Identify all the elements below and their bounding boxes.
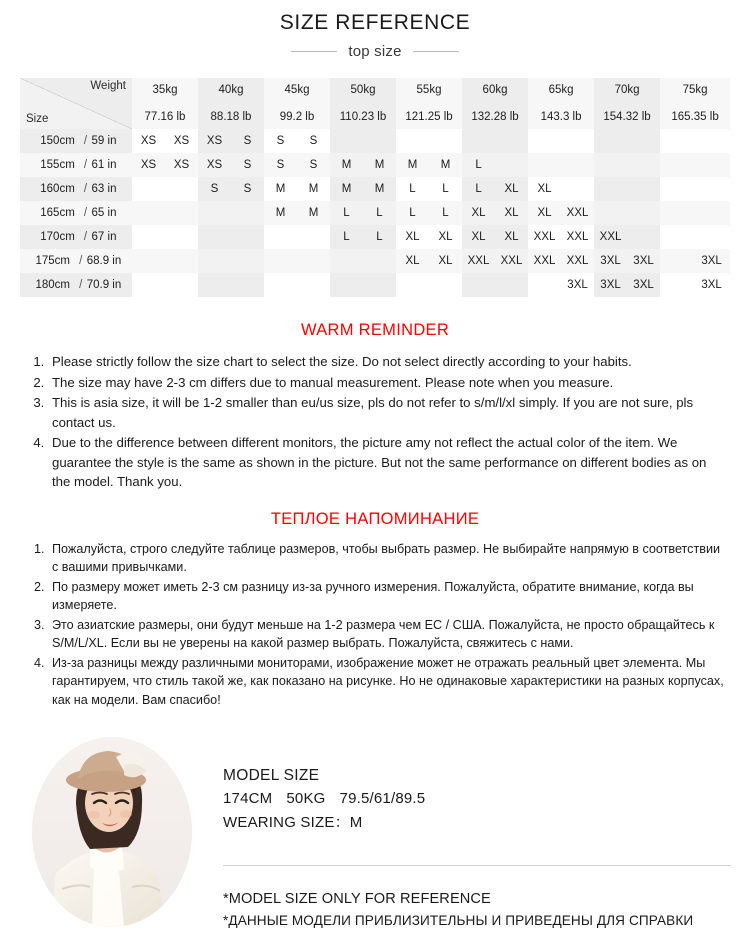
table-header-row xyxy=(20,78,730,129)
size-cell: XXL xyxy=(528,249,561,273)
size-cell xyxy=(396,129,429,153)
divider-left xyxy=(291,51,337,52)
warm-reminder-heading: WARM REMINDER xyxy=(300,321,450,339)
size-cell: XS xyxy=(198,129,231,153)
warm-reminder-ru-list xyxy=(22,540,728,710)
size-cell xyxy=(561,177,594,201)
weight-col-header-4 xyxy=(396,78,462,129)
weight-kg: 40kg xyxy=(218,84,244,96)
size-cell: XS xyxy=(132,153,165,177)
size-cell: S xyxy=(198,177,231,201)
warm-reminder-ru-heading: ТЕПЛОЕ НАПОМИНАНИЕ xyxy=(270,509,480,528)
weight-col-header-3 xyxy=(330,78,396,129)
size-cell: L xyxy=(330,201,363,225)
size-cell xyxy=(132,273,165,297)
size-cell xyxy=(627,225,660,249)
size-cell: M xyxy=(264,177,297,201)
table-row xyxy=(20,177,730,201)
size-cell: XL xyxy=(429,225,462,249)
size-cell-last xyxy=(693,129,730,153)
size-cell xyxy=(132,225,165,249)
size-cell xyxy=(165,249,198,273)
height-separator: / xyxy=(83,231,88,243)
row-height-label xyxy=(20,129,132,153)
size-cell: M xyxy=(297,177,330,201)
title-block xyxy=(0,0,750,60)
weight-lb: 154.32 lb xyxy=(603,111,651,123)
size-cell: 3XL xyxy=(627,273,660,297)
height-cm: 180cm xyxy=(35,279,70,291)
page-title: SIZE REFERENCE xyxy=(279,11,471,34)
height-separator: / xyxy=(79,255,83,267)
model-footnote-en: *MODEL SIZE ONLY FOR REFERENCE xyxy=(223,891,491,907)
size-cell xyxy=(561,129,594,153)
weight-kg: 65kg xyxy=(548,84,574,96)
size-cell xyxy=(396,273,429,297)
weight-kg: 60kg xyxy=(482,84,508,96)
row-height-label xyxy=(20,273,132,297)
weight-lb: 165.35 lb xyxy=(671,111,719,123)
size-cell: XXL xyxy=(561,249,594,273)
size-cell: XXL xyxy=(594,225,627,249)
list-item: 4. Из-за разницы между различными мониторами, изображение может не отражать реальный цвет элемента. Мы гарантируем, что стиль такой же, как показано на рисунке. Но не одинаковые характеристики на разных корпусах, как на модели. Вам спасибо! xyxy=(48,654,728,710)
size-cell: M xyxy=(264,201,297,225)
warm-reminder-ru-section xyxy=(22,510,728,710)
row-height-label xyxy=(20,249,132,273)
corner-cell xyxy=(20,78,132,129)
warm-reminder-list xyxy=(22,352,728,492)
size-cell xyxy=(462,129,495,153)
list-item: 4. Due to the difference between different monitors, the picture amy not reflect the actual color of the item. We guarantee the style is the same as shown in the picture. But not the same performance on different bodies as on the model. Thank you. xyxy=(48,433,728,492)
size-cell: S xyxy=(231,153,264,177)
size-cell: XL xyxy=(528,201,561,225)
size-cell xyxy=(495,153,528,177)
wearing-size-label: WEARING SIZE： xyxy=(223,814,350,831)
size-cell: L xyxy=(330,225,363,249)
size-cell: L xyxy=(363,201,396,225)
size-cell: XXL xyxy=(561,201,594,225)
size-cell: L xyxy=(429,177,462,201)
model-footnote-ru: *ДАННЫЕ МОДЕЛИ ПРИБЛИЗИТЕЛЬНЫ И ПРИВЕДЕНЫ ДЛЯ СПРАВКИ xyxy=(223,913,694,928)
size-cell: XL xyxy=(462,225,495,249)
size-cell: M xyxy=(330,153,363,177)
weight-lb: 132.28 lb xyxy=(471,111,519,123)
row-height-label xyxy=(20,201,132,225)
size-cell xyxy=(528,153,561,177)
height-cm: 160cm xyxy=(40,183,75,195)
size-cell xyxy=(297,249,330,273)
size-cell: XS xyxy=(132,129,165,153)
size-reference-table xyxy=(20,78,730,297)
size-cell: S xyxy=(264,129,297,153)
size-cell: M xyxy=(363,153,396,177)
size-cell xyxy=(198,249,231,273)
size-cell xyxy=(198,225,231,249)
weight-kg: 35kg xyxy=(152,84,178,96)
size-cell: 3XL xyxy=(594,249,627,273)
weight-lb: 88.18 lb xyxy=(210,111,252,123)
size-cell: XL xyxy=(495,225,528,249)
weight-lb: 110.23 lb xyxy=(339,111,387,123)
size-cell xyxy=(462,273,495,297)
model-measurements xyxy=(223,787,743,811)
row-height-label xyxy=(20,225,132,249)
weight-col-header-6 xyxy=(528,78,594,129)
model-text-block xyxy=(223,765,743,835)
size-cell: XXL xyxy=(528,225,561,249)
size-cell xyxy=(660,201,693,225)
size-cell: M xyxy=(429,153,462,177)
size-cell: M xyxy=(297,201,330,225)
weight-kg: 50kg xyxy=(350,84,376,96)
size-cell: M xyxy=(330,177,363,201)
size-cell xyxy=(330,273,363,297)
weight-kg: 75kg xyxy=(682,84,708,96)
model-wearing-size xyxy=(223,811,743,835)
size-cell xyxy=(495,273,528,297)
size-cell xyxy=(495,129,528,153)
weight-col-header-0 xyxy=(132,78,198,129)
table-row xyxy=(20,153,730,177)
height-separator: / xyxy=(79,279,83,291)
size-cell xyxy=(429,273,462,297)
size-cell xyxy=(594,201,627,225)
size-cell-last: 3XL xyxy=(693,249,730,273)
height-cm: 170cm xyxy=(40,231,75,243)
size-cell xyxy=(264,273,297,297)
size-cell: XL xyxy=(528,177,561,201)
size-cell xyxy=(594,129,627,153)
height-in: 70.9 in xyxy=(86,279,122,291)
size-cell xyxy=(660,273,693,297)
table-row xyxy=(20,201,730,225)
size-cell xyxy=(198,273,231,297)
size-cell xyxy=(627,177,660,201)
size-cell: XL xyxy=(396,249,429,273)
size-cell: M xyxy=(363,177,396,201)
size-cell xyxy=(561,153,594,177)
model-divider xyxy=(223,865,731,866)
size-cell-last xyxy=(693,201,730,225)
weight-lb: 143.3 lb xyxy=(540,111,582,123)
size-cell: XL xyxy=(462,201,495,225)
size-cell: XS xyxy=(165,129,198,153)
size-cell: XL xyxy=(495,177,528,201)
size-cell: L xyxy=(429,201,462,225)
row-height-label xyxy=(20,153,132,177)
size-cell xyxy=(627,153,660,177)
table-row xyxy=(20,249,730,273)
size-cell: XS xyxy=(165,153,198,177)
size-cell xyxy=(231,273,264,297)
size-cell xyxy=(363,249,396,273)
divider-right xyxy=(413,51,459,52)
size-cell: XXL xyxy=(561,225,594,249)
height-cm: 175cm xyxy=(35,255,70,267)
subtitle-row xyxy=(0,43,750,60)
weight-lb: 121.25 lb xyxy=(405,111,453,123)
list-item: 2. По размеру может иметь 2-3 см разницу из-за ручного измерения. Пожалуйста, обратите внимание, когда вы измеряете. xyxy=(48,578,728,615)
size-cell: L xyxy=(363,225,396,249)
size-cell xyxy=(330,129,363,153)
size-cell xyxy=(627,201,660,225)
model-size-section xyxy=(20,737,730,937)
weight-axis-label: Weight xyxy=(90,80,126,92)
height-in: 61 in xyxy=(91,159,117,171)
height-separator: / xyxy=(83,135,88,147)
size-cell xyxy=(165,177,198,201)
weight-col-header-1 xyxy=(198,78,264,129)
size-cell: XL xyxy=(396,225,429,249)
height-separator: / xyxy=(83,207,88,219)
table-head xyxy=(20,78,730,129)
size-table-wrapper xyxy=(20,78,730,297)
weight-lb: 99.2 lb xyxy=(279,111,315,123)
weight-col-header-2 xyxy=(264,78,330,129)
weight-col-header-8 xyxy=(660,78,730,129)
size-cell xyxy=(132,201,165,225)
height-separator: / xyxy=(83,183,88,195)
size-cell: S xyxy=(297,153,330,177)
table-row xyxy=(20,225,730,249)
weight-kg: 45kg xyxy=(284,84,310,96)
size-cell: S xyxy=(264,153,297,177)
size-cell: L xyxy=(396,201,429,225)
model-height: 174CM xyxy=(223,790,273,807)
size-cell: L xyxy=(462,153,495,177)
weight-kg: 55kg xyxy=(416,84,442,96)
size-cell xyxy=(594,177,627,201)
size-axis-label: Size xyxy=(26,113,49,125)
height-in: 59 in xyxy=(91,135,117,147)
wearing-size-value: M xyxy=(349,814,363,831)
list-item: 1. Пожалуйста, строго следуйте таблице размеров, чтобы выбрать размер. Не выбирайте напрямую в соответствии с вашими привычками. xyxy=(48,540,728,577)
height-in: 67 in xyxy=(91,231,117,243)
size-cell: XL xyxy=(495,201,528,225)
size-cell: S xyxy=(231,129,264,153)
size-cell xyxy=(165,201,198,225)
size-cell: L xyxy=(462,177,495,201)
size-cell xyxy=(660,249,693,273)
size-cell xyxy=(363,273,396,297)
weight-kg: 70kg xyxy=(614,84,640,96)
size-cell xyxy=(165,273,198,297)
size-cell: S xyxy=(231,177,264,201)
size-cell xyxy=(429,129,462,153)
size-cell xyxy=(594,153,627,177)
table-row xyxy=(20,129,730,153)
size-cell: M xyxy=(396,153,429,177)
size-cell xyxy=(264,249,297,273)
size-cell xyxy=(297,273,330,297)
model-footnotes xyxy=(223,889,750,931)
size-cell xyxy=(660,129,693,153)
model-weight: 50KG xyxy=(286,790,326,807)
height-cm: 155cm xyxy=(40,159,75,171)
size-cell xyxy=(132,177,165,201)
weight-col-header-5 xyxy=(462,78,528,129)
size-cell: XL xyxy=(429,249,462,273)
size-cell: XXL xyxy=(462,249,495,273)
size-cell xyxy=(297,225,330,249)
size-cell xyxy=(660,225,693,249)
height-separator: / xyxy=(83,159,88,171)
list-item: 3. Это азиатские размеры, они будут меньше на 1-2 размера чем ЕС / США. Пожалуйста, не просто обращайтесь к S/M/L/XL. Если вы не уверены на какой размер выбрать. Пожалуйста, свяжитесь с нами. xyxy=(48,616,728,653)
size-cell-last: 3XL xyxy=(693,273,730,297)
height-in: 65 in xyxy=(91,207,117,219)
weight-lb: 77.16 lb xyxy=(144,111,186,123)
table-body xyxy=(20,129,730,297)
weight-col-header-7 xyxy=(594,78,660,129)
size-cell-last xyxy=(693,153,730,177)
height-in: 63 in xyxy=(91,183,117,195)
page-subtitle: top size xyxy=(348,43,402,60)
model-portrait-illustration xyxy=(32,737,192,927)
size-cell xyxy=(231,201,264,225)
size-cell xyxy=(264,225,297,249)
size-cell: 3XL xyxy=(561,273,594,297)
size-cell xyxy=(528,129,561,153)
size-cell: 3XL xyxy=(627,249,660,273)
size-cell-last xyxy=(693,177,730,201)
model-bust-waist-hip: 79.5/61/89.5 xyxy=(339,790,426,807)
warm-reminder-section xyxy=(22,321,728,492)
size-cell xyxy=(132,249,165,273)
size-cell xyxy=(165,225,198,249)
size-cell xyxy=(231,225,264,249)
size-cell xyxy=(627,129,660,153)
size-cell: XS xyxy=(198,153,231,177)
size-cell xyxy=(330,249,363,273)
size-cell xyxy=(363,129,396,153)
size-cell: S xyxy=(297,129,330,153)
size-cell xyxy=(660,153,693,177)
size-cell xyxy=(528,273,561,297)
height-cm: 165cm xyxy=(40,207,75,219)
size-cell-last xyxy=(693,225,730,249)
model-photo xyxy=(32,737,192,927)
table-row xyxy=(20,273,730,297)
list-item: 3. This is asia size, it will be 1-2 smaller than eu/us size, pls do not refer to s/m/l/xl simply. If you are not sure, pls contact us. xyxy=(48,393,728,432)
size-cell xyxy=(198,201,231,225)
size-cell: XXL xyxy=(495,249,528,273)
height-in: 68.9 in xyxy=(86,255,122,267)
size-cell xyxy=(231,249,264,273)
row-height-label xyxy=(20,177,132,201)
height-cm: 150cm xyxy=(40,135,75,147)
model-size-title: MODEL SIZE xyxy=(223,767,320,784)
list-item: 1. Please strictly follow the size chart to select the size. Do not select directly according to your habits. xyxy=(48,352,728,372)
size-cell: 3XL xyxy=(594,273,627,297)
list-item: 2. The size may have 2-3 cm differs due to manual measurement. Please note when you measure. xyxy=(48,373,728,393)
size-cell: L xyxy=(396,177,429,201)
size-cell xyxy=(660,177,693,201)
